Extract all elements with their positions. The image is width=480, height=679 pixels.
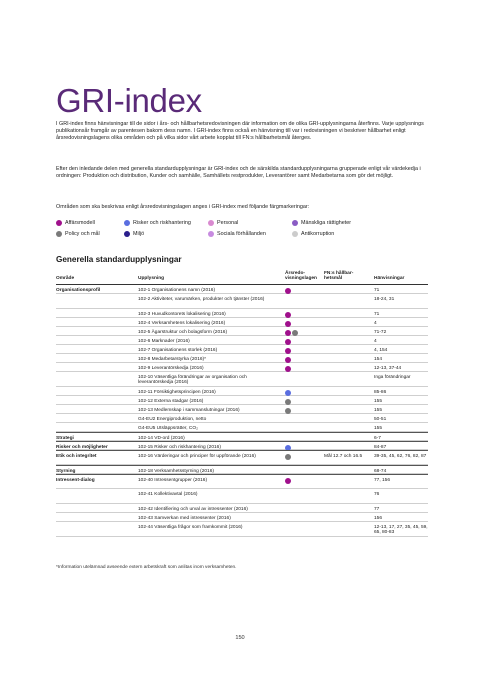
row-area: Strategi [56,435,74,441]
table-row [56,318,428,327]
row-page-ref: 39-35, 45, 62, 76, 82, 87 [374,453,427,459]
row-disclosure: G4-EU5 Utsläppsrätter, CO₂ [138,425,198,431]
table-row [56,522,428,537]
row-page-ref: 68-74 [374,468,387,474]
color-marker-dot [285,321,291,327]
header-fn-mal: FN:s hållbar-hetsmål [324,270,354,282]
row-page-ref: 4 [374,338,377,344]
table-row [56,465,428,474]
color-marker-dot [292,330,298,336]
gri-table [56,268,428,537]
table-row [56,387,428,396]
table-row [56,423,428,432]
row-arsredovisning-markers [285,339,325,345]
page-number: 150 [235,635,245,641]
row-disclosure: 102-6 Marknader (2016) [138,338,190,344]
row-page-ref: 12-13, 17, 27, 35, 45, 59, 65, 80-83 [374,524,428,536]
row-arsredovisning-markers [285,408,325,414]
row-disclosure: 102-5 Ägarstruktur och bolagsform (2016) [138,329,228,335]
row-disclosure: 102-10 Väsentliga förändringar av organisation och leverantörskedja (2016) [138,374,247,386]
color-marker-dot [285,348,291,354]
legend-row [56,228,428,239]
row-arsredovisning-markers [285,454,325,460]
color-marker-dot [285,478,291,484]
table-row [56,405,428,414]
row-fn-goal: Mål 12.7 och 16.5 [324,453,363,459]
legend-label: Antikorruption [301,230,335,237]
row-area: Risker och möjligheter [56,444,108,450]
table-row [56,345,428,354]
legend-color-dot [56,220,62,226]
legend-item [292,220,392,226]
row-arsredovisning-markers [285,321,325,327]
row-disclosure: 102-42 Identifiering och urval av intressenter (2016) [138,506,248,512]
row-page-ref: 155 [374,407,383,413]
row-page-ref: 155 [374,398,383,404]
row-disclosure: 102-1 Organisationens namn (2016) [138,287,216,293]
row-page-ref: 18-24, 31 [374,296,395,302]
row-disclosure: 102-16 Värderingar och principer för uppförande (2016) [138,453,256,459]
color-marker-dot [285,330,291,336]
row-page-ref: 6-7 [374,435,381,441]
legend-color-dot [124,220,130,226]
row-disclosure: 102-44 Väsentliga frågor som framkommit (2016) [138,524,243,530]
legend-label: Personal [217,219,239,226]
row-disclosure: 102-43 Samverkan med intressenter (2016) [138,515,231,521]
legend-intro: Områden som ska beskrivas enligt årsredovisningslagen anges i GRI-index med följande färgmarkeringar: [56,204,310,210]
row-disclosure: 102-9 Leverantörskedja (2016) [138,365,204,371]
row-page-ref: 85-86 [374,389,387,395]
table-row [56,489,428,504]
legend-row [56,217,428,228]
row-arsredovisning-markers [285,348,325,354]
table-row [56,504,428,513]
table-row [56,309,428,318]
row-disclosure: 102-41 Kollektivavtal (2016) [138,491,198,497]
legend-item [56,231,124,237]
color-marker-dot [285,399,291,405]
table-row [56,432,428,441]
row-page-ref: 84-87 [374,444,387,450]
row-disclosure: 102-12 Externa stadgar (2016) [138,398,204,404]
legend-label: Miljö [133,230,145,237]
legend-item [124,220,208,226]
row-page-ref: 154 [374,356,383,362]
legend-label: Affärsmodell [65,219,95,226]
header-arsredovisningslagen: Årsredo-visningslagen [285,270,317,282]
legend-label: Sociala förhållanden [217,230,266,237]
color-marker-dot [285,357,291,363]
page-title: GRI-index [56,82,202,119]
row-area: Etik och integritet [56,453,97,459]
legend-color-dot [292,220,298,226]
row-page-ref: 77 [374,506,380,512]
row-arsredovisning-markers [285,330,325,336]
row-page-ref: 4, 154 [374,347,388,353]
row-disclosure: 102-7 Organisationens storlek (2016) [138,347,218,353]
row-page-ref: 12-13, 37-44 [374,365,402,371]
row-disclosure: 102-3 Huvudkontorets lokalisering (2016) [138,311,226,317]
table-row [56,354,428,363]
table-row [56,372,428,387]
legend-label: Risker och riskhantering [133,219,191,226]
legend-color-dot [208,220,214,226]
table-row [56,363,428,372]
legend-item [208,220,292,226]
header-page-ref: Hänvisningar [374,276,405,282]
color-marker-dot [285,454,291,460]
row-arsredovisning-markers [285,399,325,405]
table-row [56,474,428,489]
legend-label: Policy och mål [65,230,100,237]
row-disclosure: 102-18 Verksamhetsstyrning (2016) [138,468,214,474]
row-page-ref: 50-51 [374,416,387,422]
footnote: *Information utelämnad avseende extern arbetskraft som anlitas inom verksamheten. [56,565,237,570]
row-disclosure: 102-13 Medlemskap i sammanslutningar (2016) [138,407,240,413]
table-row [56,450,428,465]
row-page-ref: 4 [374,320,377,326]
legend-color-dot [208,231,214,237]
legend-label: Mänskliga rättigheter [301,219,352,226]
table-row [56,414,428,423]
color-marker-dot [285,366,291,372]
row-area: Organisationsprofil [56,287,101,293]
row-arsredovisning-markers [285,312,325,318]
row-area: Styrning [56,468,76,474]
row-arsredovisning-markers [285,366,325,372]
row-page-ref: Inga förändringar [374,374,411,380]
row-page-ref: 76 [374,491,380,497]
legend-item [124,231,208,237]
row-disclosure: 102-4 Verksamhetens lokalisering (2016) [138,320,226,326]
intro-paragraph: I GRI-index finns hänvisningar till de sidor i års- och hållbarhetsredovisningen där information om de olika GRI-upplysningarna återfinns. Varje upplysnings publikationsår framgår av parentesen bakom dess namn. I GRI-index finns också en hänvisning till var i redovisningen vi beskriver hållbarhet enligt årsredovisningslagens olika områden och på vilka sidor vårt arbete kopplat till FN:s hållbarhetsmål återges. [56,121,424,142]
row-page-ref: 155 [374,425,383,431]
table-row [56,513,428,522]
header-area: Område [56,276,75,282]
color-marker-dot [285,408,291,414]
color-marker-dot [285,312,291,318]
row-disclosure: 102-11 Försiktighetsprincipen (2016) [138,389,216,395]
table-row [56,327,428,336]
legend-item [56,220,124,226]
row-disclosure: 102-15 Risker och riskhantering (2016) [138,444,221,450]
row-arsredovisning-markers [285,390,325,396]
row-disclosure: 102-2 Aktiviteter, varumärken, produkter och tjänster (2016) [138,296,265,302]
color-legend [56,217,428,239]
legend-item [292,231,392,237]
legend-color-dot [56,231,62,237]
color-marker-dot [285,288,291,294]
intro-paragraph-2: Efter den inledande delen med generella standardupplysningar är GRI-index och de särskilda standardupplysningarna grupperade enligt vår värdekedja i ordningen: Produktion och distribution, Kunder och samhälle, Samhällets restprodukter, Leverantörer samt Medarbetarna som gör det möjligt. [56,166,421,180]
legend-color-dot [124,231,130,237]
section-title: Generella standardupplysningar [56,255,182,264]
table-row [56,336,428,345]
table-row [56,441,428,450]
table-row [56,285,428,294]
row-page-ref: 71 [374,287,380,293]
row-page-ref: 77, 156 [374,477,391,483]
row-arsredovisning-markers [285,357,325,363]
row-disclosure: 102-14 VD-ord (2016) [138,435,185,441]
row-arsredovisning-markers [285,478,325,484]
legend-color-dot [292,231,298,237]
color-marker-dot [285,390,291,396]
row-disclosure: G4-EU2 Energiproduktion, netto [138,416,207,422]
row-page-ref: 71 [374,311,380,317]
table-row [56,294,428,309]
row-page-ref: 156 [374,515,383,521]
header-disclosure: Upplysning [138,276,165,282]
row-arsredovisning-markers [285,288,325,294]
table-row [56,396,428,405]
table-body [56,285,428,537]
row-area: Intressent-dialog [56,477,95,483]
row-page-ref: 71-72 [374,329,387,335]
color-marker-dot [285,339,291,345]
row-disclosure: 102-8 Medarbetarstyrka (2016)* [138,356,206,362]
table-header [56,268,428,285]
row-disclosure: 102-40 Intressentgrupper (2016) [138,477,208,483]
legend-item [208,231,292,237]
